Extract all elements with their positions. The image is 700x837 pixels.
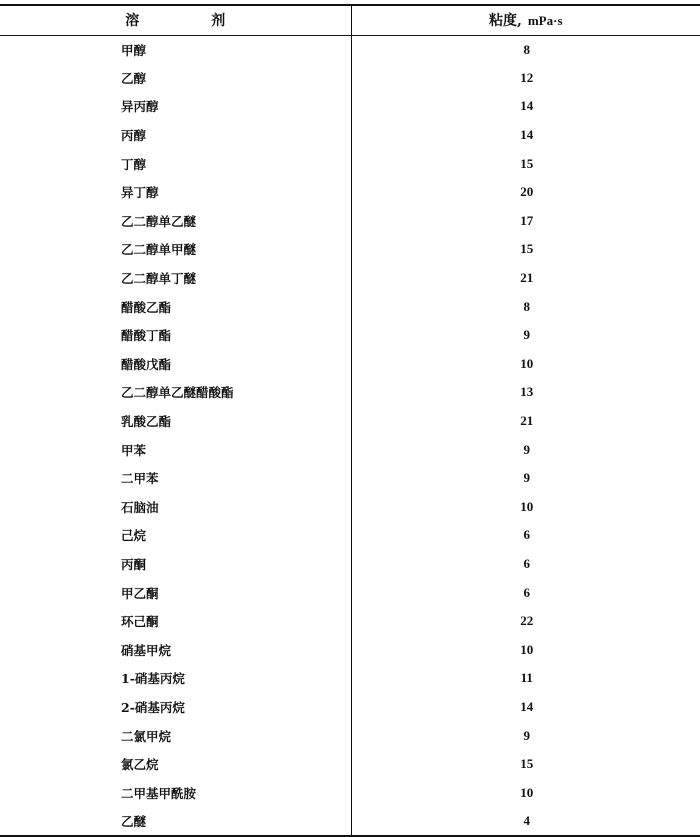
solvent-name-cell: 氯乙烷 [0,750,351,779]
viscosity-value-cell: 11 [520,670,533,686]
viscosity-value-cell: 20 [520,184,534,200]
solvent-name-cell: 异丁醇 [0,178,351,207]
table-row [0,521,700,550]
table-row [0,207,700,236]
viscosity-value-cell: 17 [520,212,534,228]
column-header-viscosity-label: 粘度, [488,13,522,30]
viscosity-value-cell: 15 [520,155,534,171]
solvent-name-cell: 乙二醇单乙醚醋酸酯 [0,378,351,407]
solvent-name-cell: 异丙醇 [0,92,351,121]
solvent-name-cell: 2-硝基丙烷 [0,693,351,722]
viscosity-value-cell: 9 [523,470,530,486]
viscosity-value-cell: 9 [523,327,530,343]
table-header [0,5,700,35]
solvent-name-cell: 乙醇 [0,64,351,93]
solvent-name-cell: 二氯甲烷 [0,721,351,750]
viscosity-value-cell: 6 [523,584,530,600]
solvent-viscosity-table-container [0,4,700,837]
table-row [0,693,700,722]
table-row [0,178,700,207]
solvent-name-cell: 二甲苯 [0,464,351,493]
table-row [0,607,700,636]
solvent-name-cell: 乙二醇单乙醚 [0,207,351,236]
solvent-name-cell: 石脑油 [0,493,351,522]
table-row [0,464,700,493]
table-row [0,292,700,321]
solvent-name-cell: 乙二醇单甲醚 [0,235,351,264]
table-row [0,578,700,607]
solvent-name-cell: 二甲基甲酰胺 [0,778,351,807]
table-row [0,92,700,121]
viscosity-value-cell: 21 [520,270,534,286]
solvent-name-cell: 乳酸乙酯 [0,407,351,436]
viscosity-value-cell: 21 [520,413,534,429]
solvent-name-cell: 硝基甲烷 [0,635,351,664]
viscosity-value-cell: 15 [520,756,534,772]
column-header-viscosity-unit: mPa·s [527,13,563,29]
table-body [0,35,700,836]
viscosity-value-cell: 10 [520,784,534,800]
viscosity-value-cell: 22 [520,613,534,629]
viscosity-value-cell: 4 [351,807,700,836]
table-row [0,550,700,579]
solvent-name-cell: 乙醚 [0,807,351,836]
solvent-name-cell: 丁醇 [0,149,351,178]
viscosity-value-cell: 9 [523,727,530,743]
table-row [0,664,700,693]
viscosity-value-cell: 6 [523,555,530,571]
column-header-solvent-char1: 溶 [125,13,140,30]
table-row [0,807,700,836]
solvent-name-cell: 醋酸戊酯 [0,350,351,379]
column-header-viscosity [351,5,700,35]
viscosity-value-cell: 15 [520,241,534,257]
solvent-name-cell: 甲苯 [0,435,351,464]
solvent-name-cell: 丙醇 [0,121,351,150]
header-row [0,5,700,35]
solvent-name-cell: 醋酸丁酯 [0,321,351,350]
solvent-name-cell: 环己酮 [0,607,351,636]
solvent-name-cell: 己烷 [0,521,351,550]
table-row [0,778,700,807]
solvent-viscosity-table [0,4,700,837]
table-row [0,264,700,293]
solvent-name-cell: 甲乙酮 [0,578,351,607]
viscosity-value-cell: 14 [520,98,534,114]
viscosity-value-cell: 8 [523,41,530,57]
viscosity-value-cell: 10 [520,498,534,514]
viscosity-value-cell: 8 [523,298,530,314]
viscosity-value-cell: 9 [523,441,530,457]
table-row [0,64,700,93]
column-header-solvent-char2: 剂 [211,13,226,30]
column-header-solvent [0,5,351,35]
solvent-name-cell: 甲醇 [0,35,351,64]
viscosity-value-cell: 6 [523,527,530,543]
solvent-name-cell: 乙二醇单丁醚 [0,264,351,293]
viscosity-value-cell: 12 [520,69,534,85]
solvent-name-cell: 醋酸乙酯 [0,292,351,321]
table-row [0,378,700,407]
table-row [0,121,700,150]
table-row [0,435,700,464]
table-row [0,407,700,436]
viscosity-value-cell: 14 [520,127,534,143]
solvent-name-cell: 丙酮 [0,550,351,579]
viscosity-value-cell: 10 [520,641,534,657]
table-row [0,750,700,779]
table-row [0,350,700,379]
solvent-name-cell: 1-硝基丙烷 [0,664,351,693]
table-row [0,235,700,264]
table-row [0,321,700,350]
viscosity-value-cell: 13 [520,384,534,400]
table-row [0,149,700,178]
table-row [0,35,700,64]
table-row [0,721,700,750]
viscosity-value-cell: 14 [520,698,534,714]
table-row [0,635,700,664]
table-row [0,493,700,522]
viscosity-value-cell: 10 [520,355,534,371]
